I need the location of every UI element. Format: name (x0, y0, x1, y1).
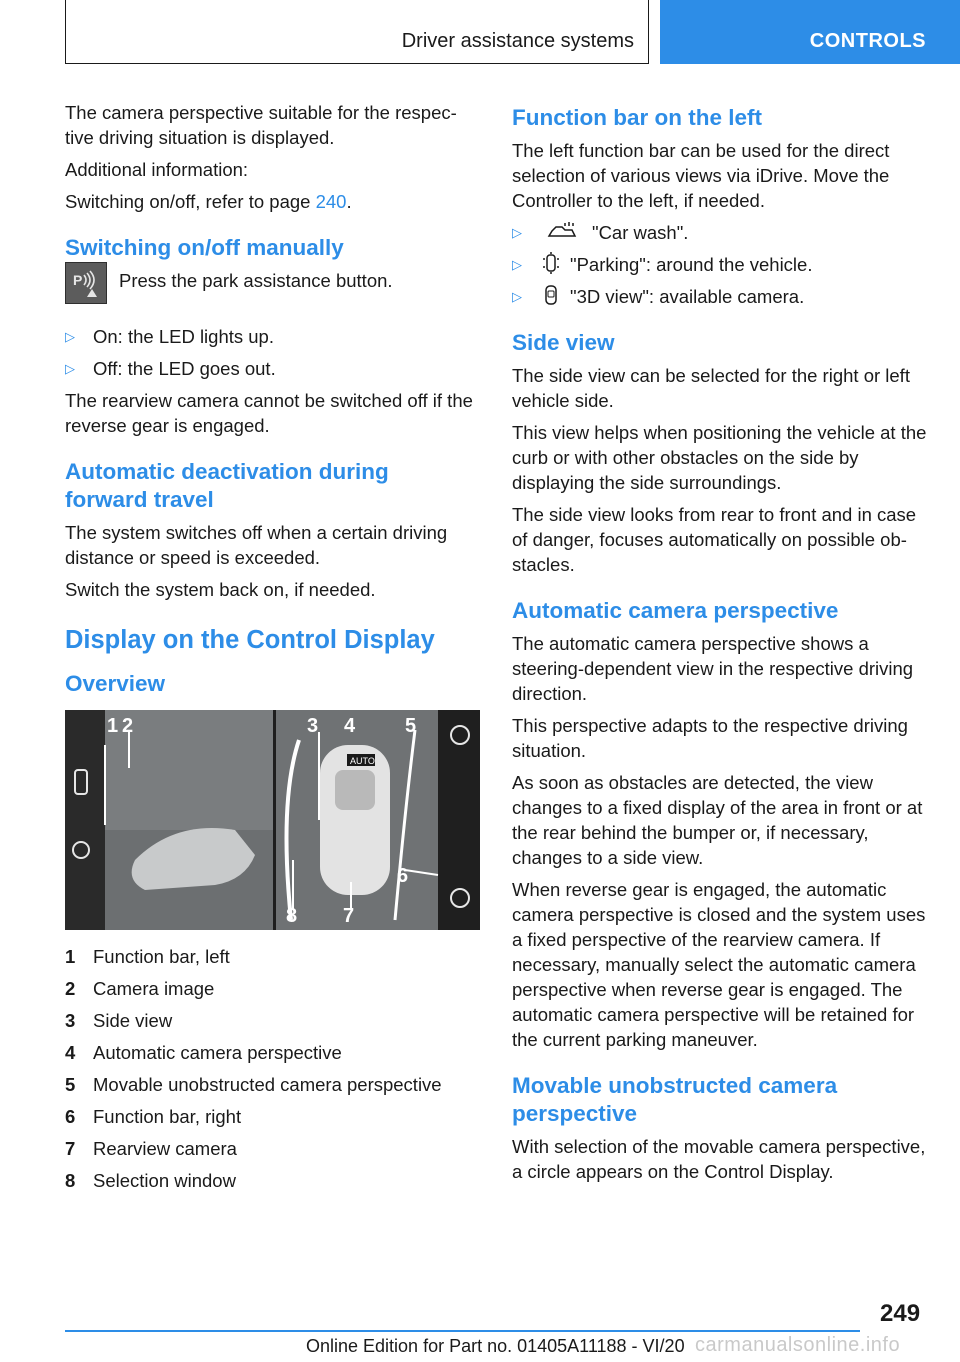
heading-overview: Overview (65, 671, 166, 696)
movable-text: With selection of the movable camera perspective, a circle appears on the Control Display. (512, 1136, 926, 1182)
park-assist-button-icon (65, 262, 107, 304)
side-view-text-1: The side view can be selected for the right or left vehicle side. (512, 365, 910, 411)
auto-badge-label: AUTO (350, 756, 375, 766)
callout-3: 3 (307, 715, 319, 737)
view-item-car-wash (512, 220, 932, 245)
view-item-parking (512, 252, 932, 277)
triangle-bullet-icon: ▷ (512, 289, 522, 304)
parking-icon (540, 252, 562, 274)
heading-automatic-deactivation: Automatic deactivation during forward travel (65, 459, 389, 512)
callout-5: 5 (405, 715, 417, 737)
legend-label: Function bar, left (93, 946, 230, 967)
callout-2: 2 (122, 715, 134, 737)
legend-number: 6 (65, 1106, 76, 1127)
legend-number: 3 (65, 1010, 76, 1031)
page-number: 249 (880, 1300, 921, 1327)
3d-view-icon (540, 284, 562, 306)
callout-6: 6 (397, 865, 409, 887)
side-view-text-2: This view helps when positioning the vehicle at the curb or with other obstacles on the side by displaying the side surroundings. (512, 422, 927, 493)
footer-edition: Online Edition for Part no. 01405A11188 - VI/20 (306, 1336, 685, 1356)
legend-label: Function bar, right (93, 1106, 242, 1127)
callout-8: 8 (286, 905, 298, 927)
park-button-row (65, 268, 477, 304)
view-label-3d: "3D view": available camera. (570, 286, 805, 307)
bullet-on (65, 324, 477, 349)
intro-paragraph: The camera perspective suitable for the respective driving situation is displayed. (65, 102, 457, 148)
legend-label: Camera image (93, 978, 215, 999)
legend-item (65, 944, 477, 969)
auto-persp-text-1: The automatic camera perspective shows a steering-dependent view in the respective driving direction. (512, 633, 914, 704)
car-wash-icon (540, 220, 584, 242)
control-display-figure (65, 710, 480, 930)
control-display-illustration (65, 710, 480, 930)
header-chapter-tab (660, 0, 960, 64)
legend-number: 7 (65, 1138, 76, 1159)
side-view-text-3: The side view looks from rear to front and in case of danger, focuses automatically on possible obstacles. (512, 504, 917, 575)
legend-number: 2 (65, 978, 76, 999)
legend-item (65, 1168, 477, 1193)
heading-function-bar-left: Function bar on the left (512, 105, 762, 130)
legend-number: 8 (65, 1170, 76, 1191)
press-button-text: Press the park assistance button. (119, 270, 393, 291)
legend-item (65, 1040, 477, 1065)
auto-persp-text-3: As soon as obstacles are detected, the view changes to a fixed display of the area in front or at the rear behind the bumper or, if necessary, changes to a side view. (512, 772, 923, 868)
callout-7: 7 (343, 905, 355, 927)
auto-deactivation-text: The system switches off when a certain driving distance or speed is exceeded. (65, 522, 448, 568)
legend-label: Automatic camera perspective (93, 1042, 342, 1063)
auto-persp-text-2: This perspective adapts to the respective driving situation. (512, 715, 908, 761)
legend-item (65, 976, 477, 1001)
triangle-bullet-icon: ▷ (65, 329, 75, 344)
figure-legend (65, 944, 477, 1193)
rear-note: The rearview camera cannot be switched off if the reverse gear is engaged. (65, 390, 473, 436)
legend-item (65, 1104, 477, 1129)
header-section-title: Driver assistance systems (401, 30, 634, 52)
legend-label: Selection window (93, 1170, 236, 1191)
view-item-3d (512, 284, 932, 309)
auto-persp-text-4: When reverse gear is engaged, the automatic camera perspective is closed and the system uses a fixed perspective of the rearview camera. If necessary, manually select the automatic camera perspective when reverse gear is engaged. The automatic camera perspective will be retained for the current parking maneuver. (512, 879, 926, 1050)
legend-item (65, 1008, 477, 1033)
callout-4: 4 (344, 715, 356, 737)
legend-number: 1 (65, 946, 76, 967)
bullet-off (65, 356, 477, 381)
bullet-off-text: Off: the LED goes out. (93, 358, 276, 379)
legend-label: Movable unobstructed camera perspective (93, 1074, 442, 1095)
additional-info-label: Additional information: (65, 159, 249, 180)
switch-back-text: Switch the system back on, if needed. (65, 579, 376, 600)
footer-rule (65, 1330, 860, 1332)
page-link-240[interactable]: 240 (315, 191, 347, 212)
legend-item (65, 1072, 477, 1097)
header-section-box (65, 0, 649, 64)
heading-control-display: Display on the Control Display (65, 626, 435, 654)
bullet-on-text: On: the LED lights up. (93, 326, 274, 347)
heading-switching-manually: Switching on/off manually (65, 235, 344, 260)
legend-label: Side view (93, 1010, 173, 1031)
heading-automatic-perspective: Automatic camera perspective (512, 598, 839, 623)
triangle-bullet-icon: ▷ (512, 225, 522, 240)
legend-number: 4 (65, 1042, 76, 1063)
view-label-parking: "Parking": around the vehicle. (570, 254, 813, 275)
right-column (512, 100, 932, 1191)
header-chapter-title: CONTROLS (809, 30, 926, 52)
svg-text:P: P (73, 272, 83, 288)
heading-movable-perspective: Movable unobstructed camera perspective (512, 1073, 838, 1126)
callout-1: 1 (107, 715, 119, 737)
switching-reference (65, 189, 477, 214)
legend-label: Rearview camera (93, 1138, 237, 1159)
legend-number: 5 (65, 1074, 76, 1095)
watermark: carmanualsonline.info (695, 1334, 901, 1356)
switching-reference-suffix: . (346, 191, 352, 212)
view-label-car-wash: "Car wash". (592, 222, 689, 243)
triangle-bullet-icon: ▷ (65, 361, 75, 376)
triangle-bullet-icon: ▷ (512, 257, 522, 272)
function-bar-text: The left function bar can be used for the direct selection of various views via iDrive. Move the Controller to the left, if needed. (512, 140, 890, 211)
switching-reference-text: Switching on/off, refer to page (65, 191, 316, 212)
left-column (65, 100, 477, 1200)
legend-item (65, 1136, 477, 1161)
heading-side-view: Side view (512, 330, 615, 355)
